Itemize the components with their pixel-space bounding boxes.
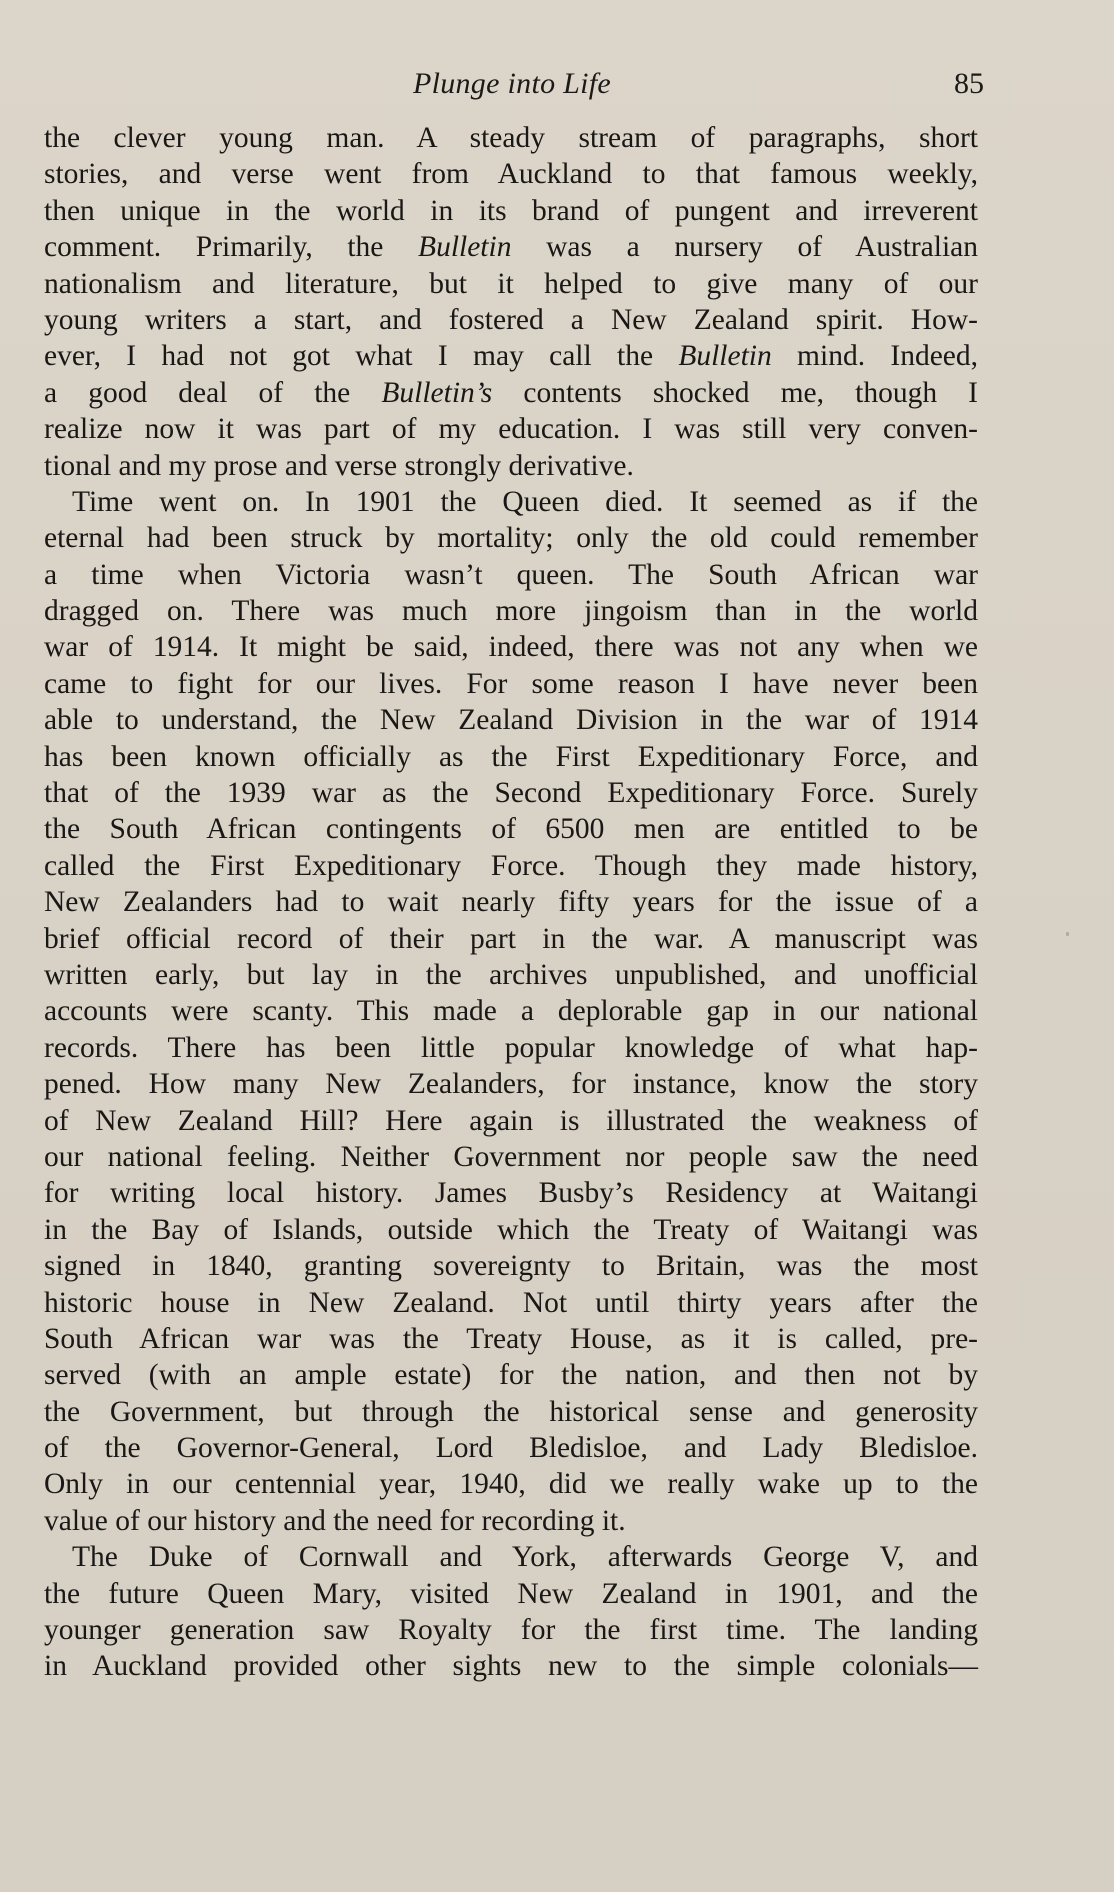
text-line: a time when Victoria wasn’t queen. The South African war	[44, 558, 978, 591]
text-line: brief official record of their part in the war. A manuscript was	[44, 922, 978, 955]
text-line: the Government, but through the historical sense and generosity	[44, 1395, 978, 1428]
text-line: young writers a start, and fostered a New Zealand spirit. How-	[44, 303, 978, 336]
text-line: able to understand, the New Zealand Division in the war of 1914	[44, 704, 978, 737]
text-line: historic house in New Zealand. Not until thirty years after the	[44, 1286, 978, 1319]
paragraph-first-line: The Duke of Cornwall and York, afterwards George V, and	[72, 1541, 978, 1574]
text-line: then unique in the world in its brand of pungent and irreverent	[44, 194, 978, 227]
text-line: a good deal of the Bulletin’s contents shocked me, though I	[44, 376, 978, 409]
periodical-title: Bulletin	[678, 340, 772, 373]
text-line: Only in our centennial year, 1940, did we really wake up to the	[44, 1468, 978, 1501]
text-line: records. There has been little popular knowledge of what hap-	[44, 1031, 978, 1064]
text-line: served (with an ample estate) for the nation, and then not by	[44, 1359, 978, 1392]
text-line: signed in 1840, granting sovereignty to Britain, was the most	[44, 1250, 978, 1283]
text-line: nationalism and literature, but it helped to give many of our	[44, 267, 978, 300]
text-line: in the Bay of Islands, outside which the Treaty of Waitangi was	[44, 1213, 978, 1246]
text-line: for writing local history. James Busby’s Residency at Waitangi	[44, 1177, 978, 1210]
text-line: dragged on. There was much more jingoism than in the world	[44, 595, 978, 628]
text-line: value of our history and the need for recording it.	[44, 1504, 626, 1537]
body-text	[44, 120, 978, 1685]
text-line: of New Zealand Hill? Here again is illustrated the weakness of	[44, 1104, 978, 1137]
text-line: accounts were scanty. This made a deplorable gap in our national	[44, 995, 978, 1028]
paper-speck	[1066, 932, 1069, 936]
text-line: New Zealanders had to wait nearly fifty years for the issue of a	[44, 886, 978, 919]
text-line: realize now it was part of my education. I was still very conven-	[44, 413, 978, 446]
text-line: younger generation saw Royalty for the first time. The landing	[44, 1614, 978, 1647]
text-line: war of 1914. It might be said, indeed, there was not any when we	[44, 631, 978, 664]
text-line: of the Governor-General, Lord Bledisloe, and Lady Bledisloe.	[44, 1432, 978, 1465]
text-line: comment. Primarily, the Bulletin was a nursery of Australian	[44, 231, 978, 264]
text-line: the South African contingents of 6500 men are entitled to be	[44, 813, 978, 846]
text-line: that of the 1939 war as the Second Expeditionary Force. Surely	[44, 777, 978, 810]
text-line: tional and my prose and verse strongly derivative.	[44, 449, 634, 482]
text-line: called the First Expeditionary Force. Though they made history,	[44, 849, 978, 882]
page-number: 85	[954, 67, 984, 100]
text-line: the future Queen Mary, visited New Zealand in 1901, and the	[44, 1577, 978, 1610]
text-line: has been known officially as the First Expeditionary Force, and	[44, 740, 978, 773]
text-line: written early, but lay in the archives unpublished, and unofficial	[44, 958, 978, 991]
running-title: Plunge into Life	[412, 67, 612, 100]
text-line: South African war was the Treaty House, as it is called, pre-	[44, 1322, 978, 1355]
text-line: the clever young man. A steady stream of paragraphs, short	[44, 122, 978, 154]
periodical-title: Bulletin’s	[381, 376, 493, 409]
paragraph-first-line: Time went on. In 1901 the Queen died. It seemed as if the	[72, 485, 978, 518]
text-line: stories, and verse went from Auckland to that famous weekly,	[44, 158, 978, 191]
text-line: eternal had been struck by mortality; only the old could remember	[44, 522, 978, 555]
periodical-title: Bulletin	[418, 231, 512, 264]
text-line: ever, I had not got what I may call the Bulletin mind. Indeed,	[44, 340, 979, 373]
text-line: came to fight for our lives. For some reason I have never been	[44, 667, 978, 700]
text-line: pened. How many New Zealanders, for instance, know the story	[44, 1068, 978, 1101]
running-head	[40, 62, 984, 112]
text-line: our national feeling. Neither Government nor people saw the need	[44, 1140, 978, 1173]
text-line: in Auckland provided other sights new to the simple colonials—	[44, 1650, 978, 1683]
